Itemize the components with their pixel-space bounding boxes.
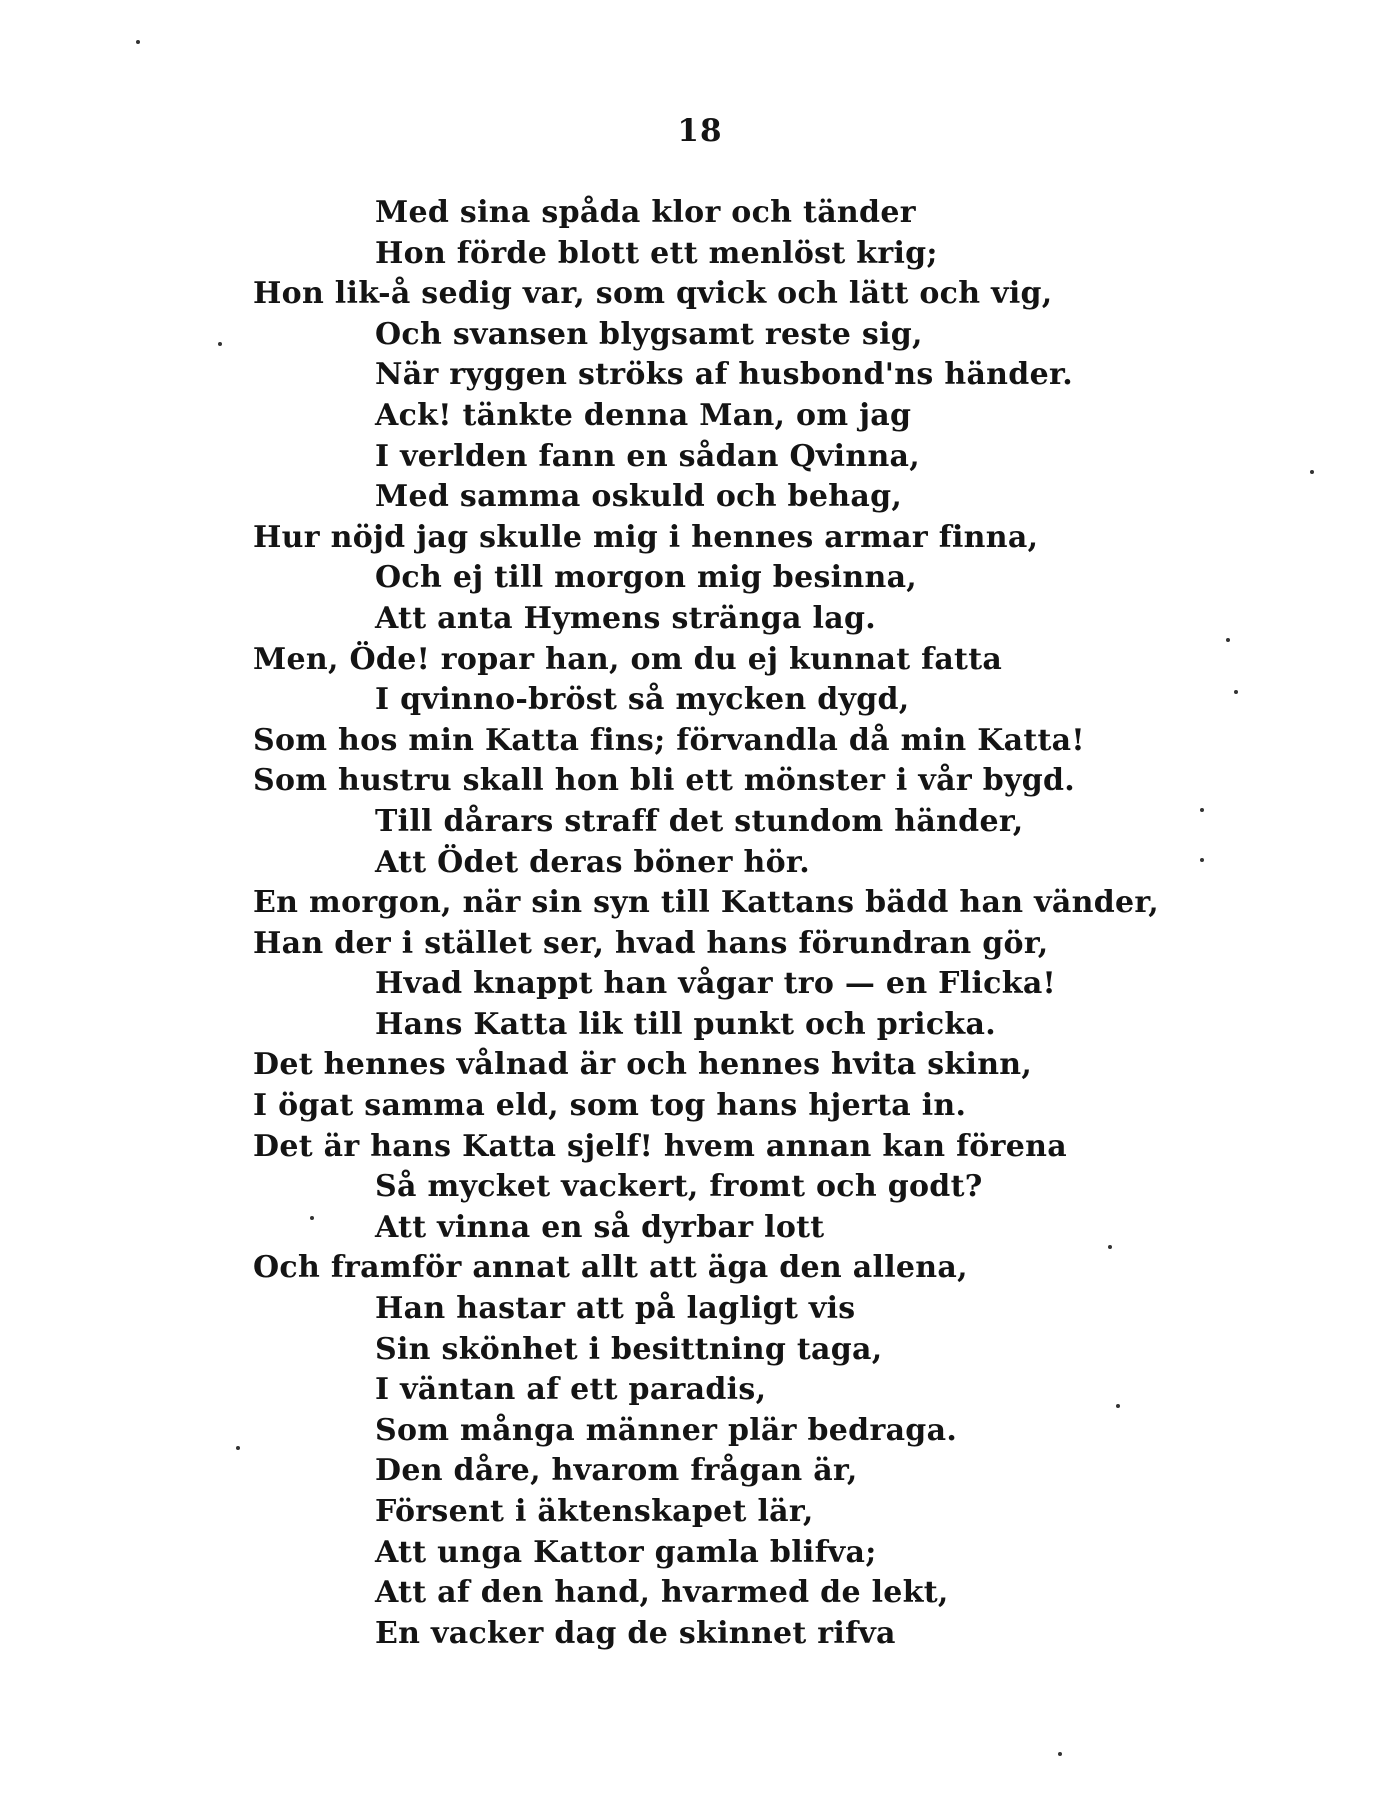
scan-speck bbox=[218, 342, 222, 346]
poem-line: Den dåre, hvarom frågan är, bbox=[375, 1453, 858, 1489]
poem-line: Hon lik-å sedig var, som qvick och lätt och vig, bbox=[253, 276, 1053, 312]
poem-line: Ack! tänkte denna Man, om jag bbox=[375, 397, 912, 433]
poem-line: Och framför annat allt att äga den allena, bbox=[253, 1250, 968, 1286]
poem-line: När ryggen ströks af husbond'ns händer. bbox=[375, 357, 1074, 393]
page-number: 18 bbox=[677, 113, 723, 149]
scan-speck bbox=[136, 40, 140, 44]
poem-line: Till dårars straff det stundom händer, bbox=[375, 803, 1024, 839]
poem-line: Hvad knappt han vågar tro — en Flicka! bbox=[375, 966, 1057, 1002]
poem-line: Som många männer plär bedraga. bbox=[375, 1412, 958, 1448]
poem-line: Och ej till morgon mig besinna, bbox=[375, 560, 918, 596]
poem-line: Sin skönhet i besittning taga, bbox=[375, 1331, 883, 1367]
poem-line: Hon förde blott ett menlöst krig; bbox=[375, 235, 938, 271]
poem-line: Så mycket vackert, fromt och godt? bbox=[375, 1169, 983, 1205]
poem-line: Som hos min Katta fins; förvandla då min Katta! bbox=[253, 722, 1085, 758]
poem-line: Han hastar att på lagligt vis bbox=[375, 1291, 856, 1327]
poem-line: Att Ödet deras böner hör. bbox=[375, 844, 810, 880]
poem-line: I qvinno-bröst så mycken dygd, bbox=[375, 682, 910, 718]
poem-line: Hur nöjd jag skulle mig i hennes armar finna, bbox=[253, 519, 1039, 555]
poem-line: Att unga Kattor gamla blifva; bbox=[375, 1534, 877, 1570]
poem-line: Som hustru skall hon bli ett mönster i vår bygd. bbox=[253, 763, 1075, 799]
poem-line: Och svansen blygsamt reste sig, bbox=[375, 316, 923, 352]
poem-line: Det hennes vålnad är och hennes hvita skinn, bbox=[253, 1047, 1033, 1083]
scan-speck bbox=[1234, 690, 1238, 694]
poem-line: I verlden fann en sådan Qvinna, bbox=[375, 438, 921, 474]
scan-speck bbox=[1200, 858, 1204, 862]
poem-line: Med sina spåda klor och tänder bbox=[375, 195, 916, 230]
poem-line: En morgon, när sin syn till Kattans bädd han vänder, bbox=[253, 885, 1160, 921]
poem-line: Att anta Hymens stränga lag. bbox=[375, 600, 876, 636]
scan-speck bbox=[1108, 1245, 1112, 1249]
poem-line: Att vinna en så dyrbar lott bbox=[375, 1209, 825, 1245]
poem-line: Han der i stället ser, hvad hans förundran gör, bbox=[253, 925, 1049, 961]
poem-line: Men, Öde! ropar han, om du ej kunnat fatta bbox=[253, 641, 1003, 677]
poem-line: Med samma oskuld och behag, bbox=[375, 479, 903, 515]
scan-speck bbox=[1200, 808, 1204, 812]
poem-line: En vacker dag de skinnet rifva bbox=[375, 1615, 896, 1651]
poem-line: Försent i äktenskapet lär, bbox=[375, 1494, 814, 1529]
poem-line: Hans Katta lik till punkt och pricka. bbox=[375, 1006, 996, 1042]
scan-speck bbox=[1058, 1752, 1062, 1756]
scan-speck bbox=[1116, 1404, 1120, 1408]
scan-speck bbox=[236, 1446, 240, 1450]
scan-speck bbox=[1310, 470, 1314, 474]
scan-speck bbox=[1226, 638, 1230, 642]
poem bbox=[253, 193, 1353, 1654]
poem-line: Det är hans Katta sjelf! hvem annan kan förena bbox=[253, 1128, 1067, 1164]
poem-line: I väntan af ett paradis, bbox=[375, 1372, 767, 1408]
poem-line: I ögat samma eld, som tog hans hjerta in. bbox=[253, 1088, 967, 1124]
scan-speck bbox=[310, 1216, 314, 1220]
poem-line: Att af den hand, hvarmed de lekt, bbox=[375, 1575, 949, 1611]
